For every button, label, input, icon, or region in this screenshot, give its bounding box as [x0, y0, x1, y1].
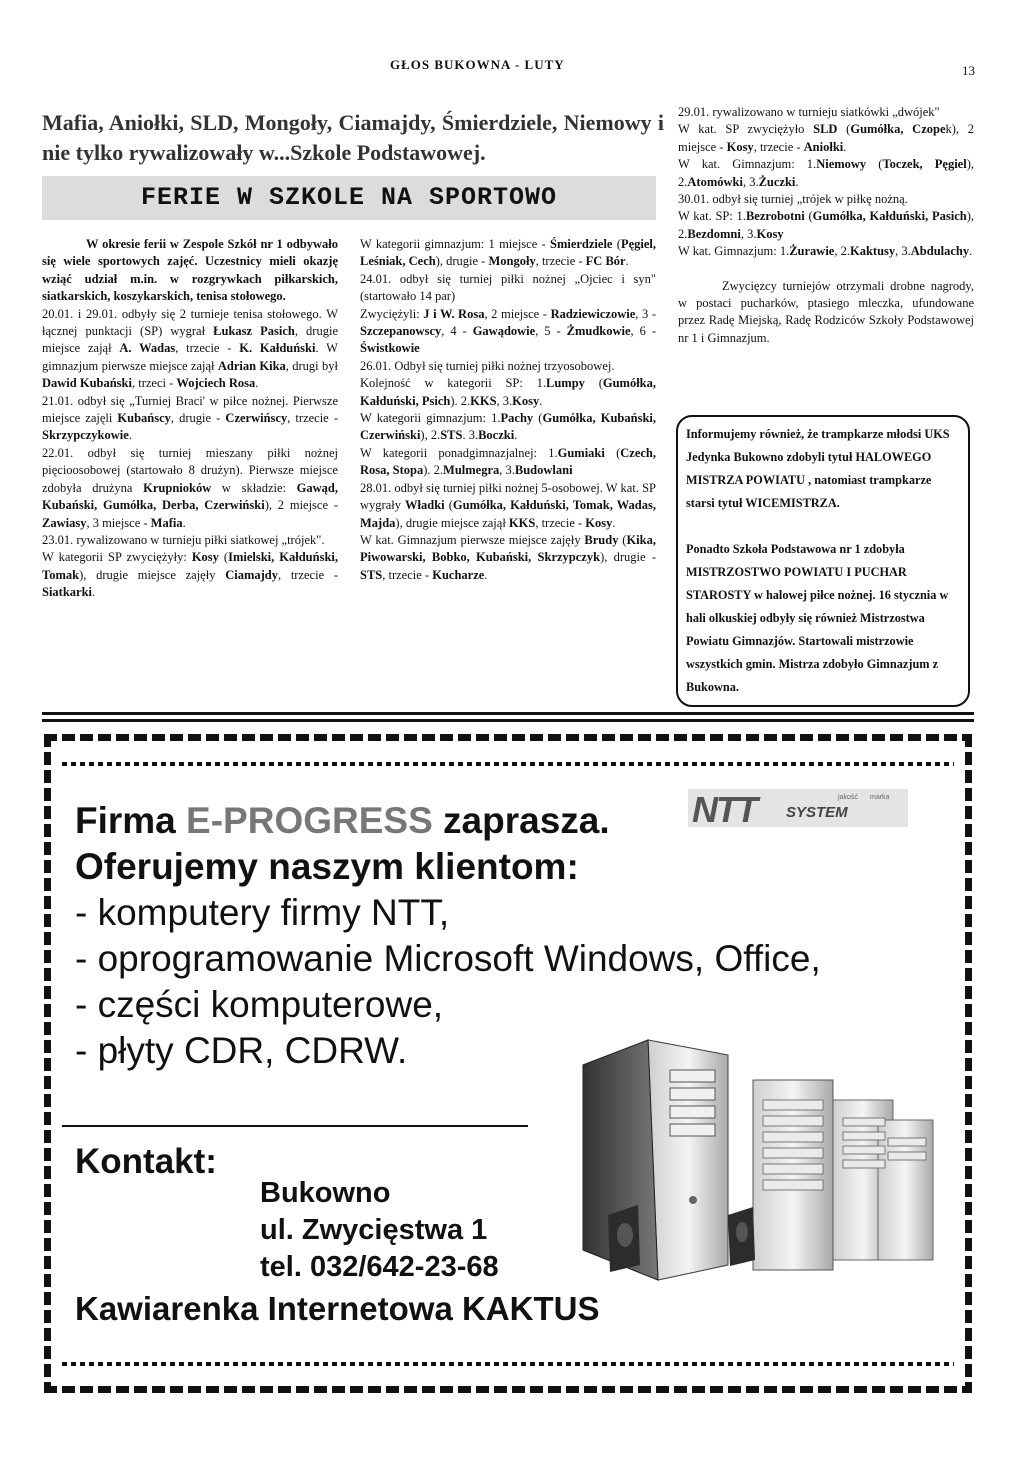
ad-border-bottom — [44, 1386, 972, 1393]
logo-tag-brand: marka — [870, 794, 890, 801]
ad-list-item: - części komputerowe, — [75, 984, 444, 1025]
ad-border-left — [44, 734, 51, 1393]
paragraph: 26.01. Odbył się turniej piłki nożnej trzyosobowej. — [360, 358, 615, 373]
page-header — [0, 57, 1015, 79]
ad-subheadline: Oferujemy naszym klientom: — [75, 846, 579, 887]
logo-sub: SYSTEM — [786, 804, 848, 821]
paragraph: Zwyciężyli: J i W. Rosa, 2 miejsce - Radziewiczowie, 3 - Szczepanowscy, 4 - Gawądowie, 5 - Żmudkowie, 6 - Świstkowie — [360, 306, 656, 356]
ad-inner-border-top — [62, 762, 954, 766]
article-column-2 — [360, 236, 656, 584]
contact-city: Bukowno — [260, 1177, 391, 1209]
article-headline: Mafia, Aniołki, SLD, Mongoły, Ciamajdy, Śmierdziele, Niemowy i nie tylko rywalizowały w...Szkole Podstawowej. — [42, 110, 664, 165]
header-title: GŁOS BUKOWNA - LUTY — [390, 57, 565, 72]
info-paragraph: Ponadto Szkoła Podstawowa nr 1 zdobyła MISTRZOSTWO POWIATU I PUCHAR STAROSTY w halowej piłce nożnej. 16 stycznia w hali olkuskiej odbyły się również Mistrzostwa Powiatu Gimnazjów. Startowali mistrzowie wszystkich gmin. Mistrza zdobyło Gimnazjum z Bukowna. — [686, 542, 949, 694]
paragraph: 20.01. i 29.01. odbyły się 2 turnieje tenisa stołowego. W łącznej punktacji (SP) wygrał Łukasz Pasich, drugie miejsce zajął A. Wadas, trzecie - K. Kałduński. W gimnazjum pierwsze miejsce zajął Adrian Kika, drugi był Dawid Kubański, trzeci - Wojciech Rosa. — [42, 306, 338, 391]
paragraph: W kategorii gimnazjum: 1 miejsce - Śmierdziele (Pęgiel, Leśniak, Cech), drugie - Mongoły, trzecie - FC Bór. — [360, 237, 656, 269]
ad-list-item: - płyty CDR, CDRW. — [75, 1030, 408, 1071]
ad-border-right — [965, 734, 972, 1393]
paragraph: 21.01. odbył się „Turniej Braci' w piłce nożnej. Pierwsze miejsce zajęli Kubańscy, drugie - Czerwińscy, trzecie - Skrzypczykowie. — [42, 393, 338, 443]
paragraph: W kat. Gimnazjum pierwsze miejsce zajęły Brudy (Kika, Piwowarski, Bobko, Kubański, Skrzypczyk), drugie - STS, trzecie - Kucharze. — [360, 532, 656, 582]
paragraph: Zwycięzcy turniejów otrzymali drobne nagrody, w postaci pucharków, ptasiego mleczka, ufundowane przez Radę Miejską, Radę Rodziców Szkoły Podstawowej nr 1 i Gimnazjum. — [678, 278, 974, 345]
info-box — [676, 415, 970, 707]
contact-street: ul. Zwycięstwa 1 — [260, 1214, 488, 1246]
ad-inner-border-bottom — [62, 1362, 954, 1366]
ad-border-top — [44, 734, 972, 741]
page-number: 13 — [962, 63, 975, 78]
paragraph: W kat. SP zwyciężyło SLD (Gumółka, Czopek), 2 miejsce - Kosy, trzecie - Aniołki. — [678, 122, 975, 154]
contact-phone: tel. 032/642-23-68 — [260, 1251, 499, 1283]
info-paragraph: Informujemy również, że trampkarze młodsi UKS Jedynka Bukowno zdobyli tytuł HALOWEGO MISTRZA POWIATU , natomiast trampkarze starsi tytuł WICEMISTRZA. — [686, 427, 950, 510]
paragraph: Kolejność w kategorii SP: 1.Lumpy (Gumółka, Kałduński, Psich). 2.KKS, 3.Kosy. — [360, 376, 657, 408]
paragraph: W kat. Gimnazjum: 1.Żurawie, 2.Kaktusy, 3.Abdulachy. — [678, 244, 973, 259]
internet-cafe-name: Kawiarenka Internetowa KAKTUS — [75, 1290, 600, 1327]
paragraph: 22.01. odbył się turniej mieszany piłki nożnej pięcioosobowej (startowało 8 drużyn). Pierwsze miejsce zdobyła drużyna Krupnioków w składzie: Gawąd, Kubański, Gumółka, Derba, Czerwiński), 2 miejsce - Zawiasy, 3 miejsce - Mafia. — [42, 445, 338, 530]
ad-rule — [62, 1125, 528, 1127]
paragraph: 24.01. odbył się turniej piłki nożnej „Ojciec i syn" (startowało 14 par) — [360, 271, 656, 304]
article-column-1 — [42, 236, 338, 602]
separator-rule — [42, 719, 974, 722]
ad-list-item: - komputery firmy NTT, — [75, 892, 450, 933]
logo-brand: NTT — [692, 789, 756, 827]
computer-towers-image — [578, 1010, 948, 1285]
paragraph: W kat. SP: 1.Bezrobotni (Gumółka, Kałduński, Pasich), 2.Bezdomni, 3.Kosy — [678, 209, 974, 241]
article-banner: FERIE W SZKOLE NA SPORTOWO — [42, 176, 656, 220]
paragraph: W kat. Gimnazjum: 1.Niemowy (Toczek, Pęgiel), 2.Atomówki, 3.Żuczki. — [678, 157, 974, 189]
paragraph: 28.01. odbył się turniej piłki nożnej 5-osobowej. W kat. SP wygrały Władki (Gumółka, Kałduński, Tomak, Wadas, Majda), drugie miejsce zajął KKS, trzecie - Kosy. — [360, 480, 656, 530]
ad-list-item: - oprogramowanie Microsoft Windows, Office, — [75, 938, 821, 979]
separator-rule — [42, 712, 974, 715]
ad-headline: Firma E-PROGRESS zaprasza. — [75, 800, 610, 841]
logo-tag-quality: jakość — [838, 794, 858, 801]
company-name: E-PROGRESS — [186, 800, 433, 841]
paragraph: 30.01. odbył się turniej „trójek w piłkę nożną. — [678, 192, 908, 207]
ntt-system-logo — [688, 789, 908, 827]
paragraph: W kategorii ponadgimnazjalnej: 1.Gumiaki (Czech, Rosa, Stopa). 2.Mulmegra, 3.Budowlani — [360, 445, 656, 478]
intro-paragraph: W okresie ferii w Zespole Szkół nr 1 odbywało się wiele sportowych zajęć. Uczestnicy mieli okazję wziąć udział m.in. w rozgrywkach piłkarskich, siatkarskich, koszykarskich, tenisa stołowego. — [42, 237, 338, 304]
paragraph: W kategorii gimnazjum: 1.Pachy (Gumółka, Kubański, Czerwiński), 2.STS. 3.Boczki. — [360, 411, 656, 443]
paragraph: 29.01. rywalizowano w turnieju siatkówki „dwójek" — [678, 105, 940, 119]
paragraph: W kategorii SP zwyciężyły: Kosy (Imielski, Kałduński, Tomak), drugie miejsce zajęły Ciamajdy, trzecie - Siatkarki. — [42, 550, 338, 600]
paragraph: 23.01. rywalizowano w turnieju piłki siatkowej „trójek". — [42, 532, 325, 547]
contact-heading: Kontakt: — [75, 1142, 217, 1181]
article-column-3 — [678, 104, 974, 347]
